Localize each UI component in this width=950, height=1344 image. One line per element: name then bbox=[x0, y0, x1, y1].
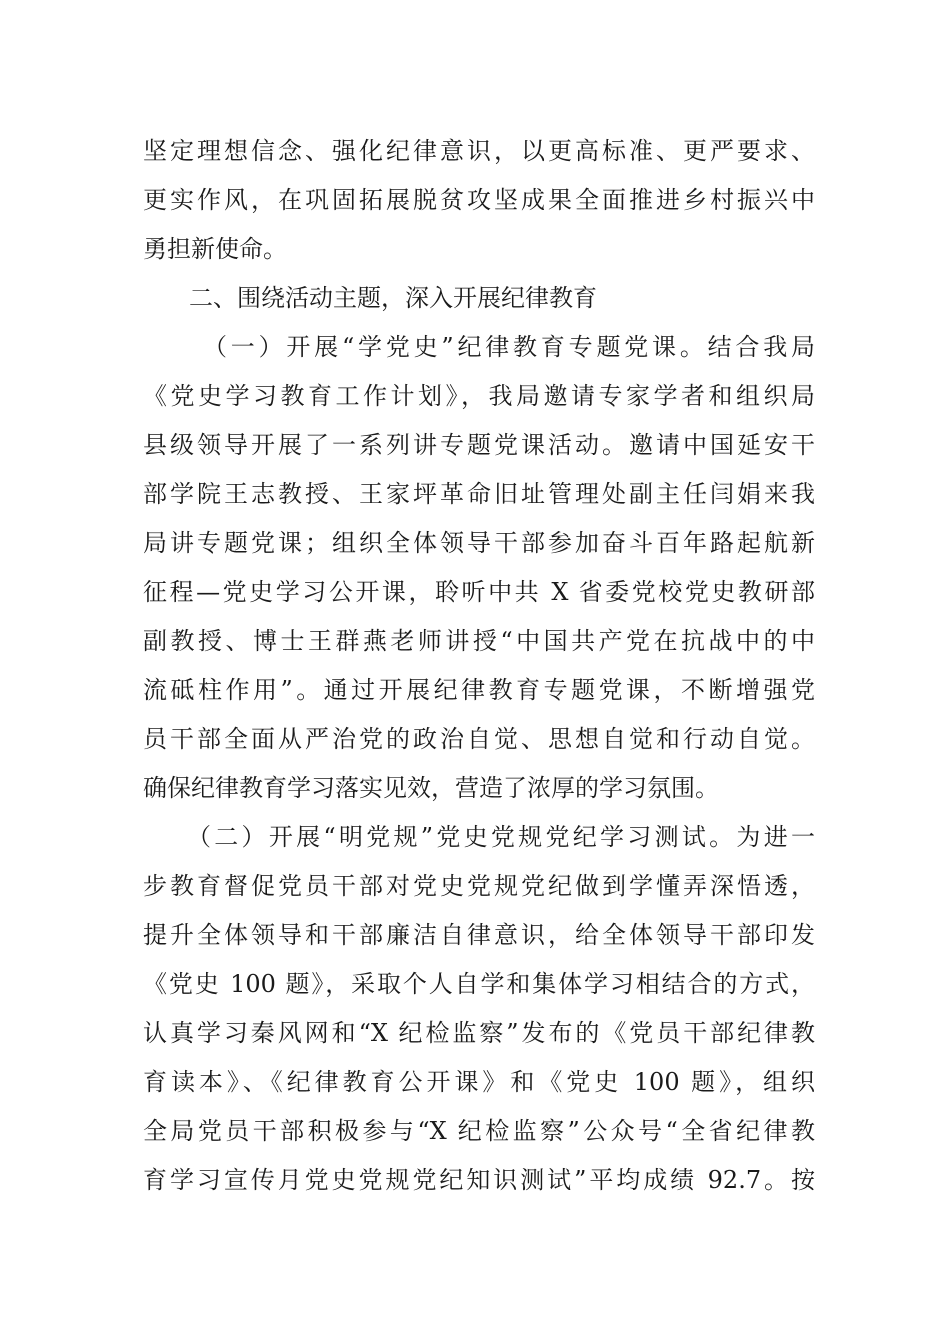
text-line: 局讲专题党课；组织全体领导干部参加奋斗百年路起航新 bbox=[143, 529, 815, 557]
text-line: 《党史学习教育工作计划》，我局邀请专家学者和组织局 bbox=[143, 382, 815, 410]
text-line: 步教育督促党员干部对党史党规党纪做到学懂弄深悟透， bbox=[143, 872, 815, 900]
text-line: 《党史 100 题》，采取个人自学和集体学习相结合的方式， bbox=[143, 970, 815, 998]
text-line: 更实作风，在巩固拓展脱贫攻坚成果全面推进乡村振兴中 bbox=[143, 186, 815, 214]
text-line: 提升全体领导和干部廉洁自律意识，给全体领导干部印发 bbox=[143, 921, 815, 949]
text-line: 副教授、博士王群燕老师讲授“中国共产党在抗战中的中 bbox=[143, 627, 815, 655]
text-line: 确保纪律教育学习落实见效，营造了浓厚的学习氛围。 bbox=[143, 774, 719, 802]
text-line: 育学习宣传月党史党规党纪知识测试”平均成绩 92.7。按 bbox=[143, 1166, 815, 1194]
text-line: （一）开展“学党史”纪律教育专题党课。结合我局 bbox=[203, 333, 815, 361]
section-heading: 二、围绕活动主题，深入开展纪律教育 bbox=[189, 284, 597, 312]
text-line: 认真学习秦风网和“X 纪检监察”发布的《党员干部纪律教 bbox=[143, 1019, 815, 1047]
text-line: 征程—党史学习公开课，聆听中共 X 省委党校党史教研部 bbox=[143, 578, 815, 606]
body-text bbox=[143, 127, 815, 1205]
text-line: 全局党员干部积极参与“X 纪检监察”公众号“全省纪律教 bbox=[143, 1117, 815, 1145]
text-line: 员干部全面从严治党的政治自觉、思想自觉和行动自觉。 bbox=[143, 725, 815, 753]
text-line: 流砥柱作用”。通过开展纪律教育专题党课，不断增强党 bbox=[143, 676, 815, 704]
text-line: 县级领导开展了一系列讲专题党课活动。邀请中国延安干 bbox=[143, 431, 815, 459]
text-line: 育读本》、《纪律教育公开课》和《党史 100 题》，组织 bbox=[143, 1068, 815, 1096]
text-line: 坚定理想信念、强化纪律意识，以更高标准、更严要求、 bbox=[143, 137, 815, 165]
text-line: 勇担新使命。 bbox=[143, 235, 287, 263]
text-line: （二）开展“明党规”党史党规党纪学习测试。为进一 bbox=[187, 823, 815, 851]
text-line: 部学院王志教授、王家坪革命旧址管理处副主任闫娟来我 bbox=[143, 480, 815, 508]
